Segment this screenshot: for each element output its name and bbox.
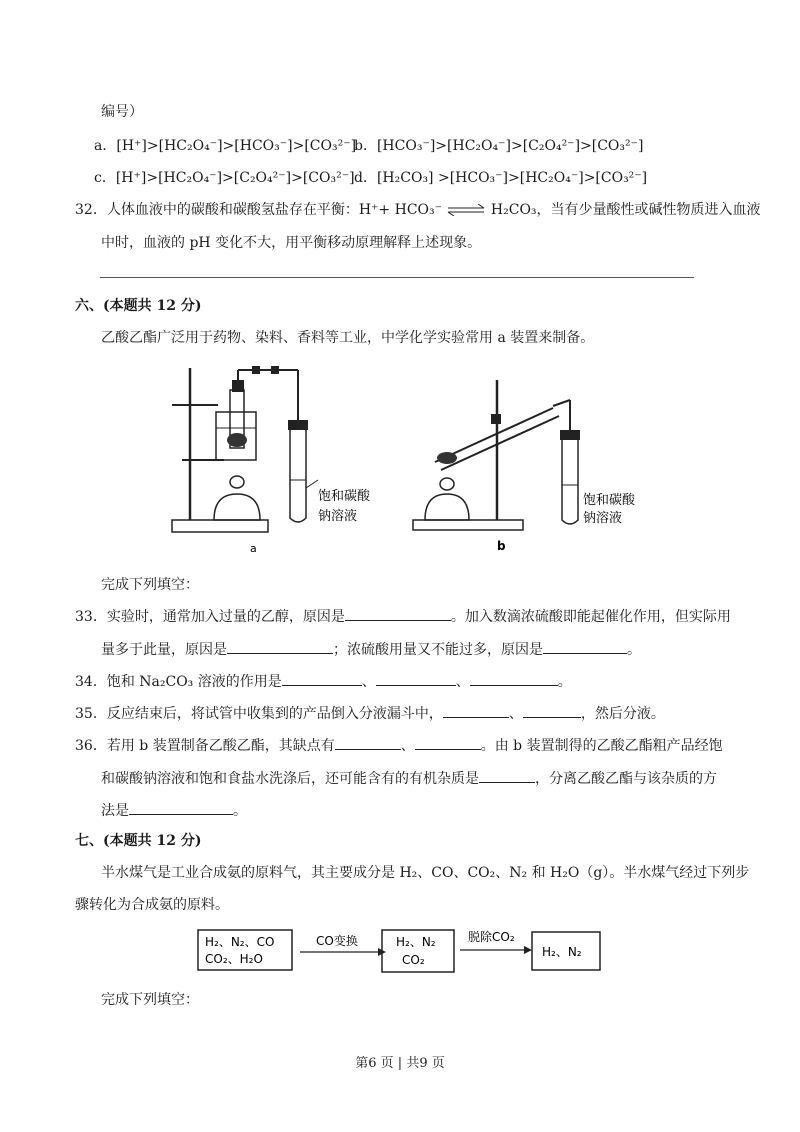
q35-end: ，然后分液。 (580, 706, 665, 722)
q32-text-a: 人体血液中的碳酸和碳酸氢盐存在平衡：H⁺+ HCO₃⁻ (106, 202, 443, 218)
separator: 、 (455, 674, 470, 690)
q36-text: 法是 (101, 803, 129, 819)
option-label: c． (94, 170, 116, 186)
q31-tail: 编号） (101, 104, 143, 120)
answer-blank[interactable] (227, 640, 333, 654)
question-number: 34． (75, 674, 107, 690)
answer-blank[interactable] (345, 607, 451, 621)
q31-option-a (94, 136, 356, 156)
apparatus-a-diagram (168, 360, 383, 556)
q33-text: 。 (627, 642, 641, 658)
apparatus-b-label: b (497, 539, 506, 553)
q33-text: 实验时，通常加入过量的乙醇，原因是 (106, 609, 345, 625)
q31-option-b (354, 136, 644, 156)
option-text: [H₂CO₃] >[HCO₃⁻]>[HC₂O₄⁻]>[CO₃²⁻] (376, 170, 648, 186)
q34-line (75, 672, 572, 692)
q31-option-c (94, 168, 355, 188)
answer-blank[interactable] (415, 736, 481, 750)
section7-fill-prompt: 完成下列填空： (101, 992, 199, 1008)
q36-text: ，分离乙酸乙酯与该杂质的方 (535, 771, 717, 787)
option-label: d． (354, 170, 377, 186)
answer-blank[interactable] (470, 672, 558, 686)
q32-text-b: H₂CO₃，当有少量酸性或碱性物质进入血液 (490, 202, 761, 218)
q32-line2: 中时，血液的 pH 变化不大，用平衡移动原理解释上述现象。 (101, 235, 482, 251)
q36-text: 。由 b 装置制得的乙酸乙酯粗产品经饱 (480, 738, 723, 754)
q36-line2 (101, 769, 717, 789)
q35-text: 反应结束后，将试管中收集到的产品倒入分液漏斗中， (106, 706, 443, 722)
question-number: 36． (75, 738, 107, 754)
q33-text: ；浓硫酸用量又不能过多，原因是 (333, 642, 543, 658)
separator: 、 (508, 706, 523, 722)
flow-box-1-line1: H₂、N₂、CO (205, 935, 275, 949)
apparatus-b-diagram (405, 370, 650, 556)
flow-box-1-line2: CO₂、H₂O (205, 952, 263, 966)
answer-blank[interactable] (543, 640, 627, 654)
apparatus-a-label: a (250, 542, 257, 555)
equilibrium-arrow-icon (446, 204, 486, 216)
solution-label-b-line2: 钠溶液 (583, 511, 623, 526)
q34-text: 饱和 Na₂CO₃ 溶液的作用是 (106, 674, 282, 690)
flow-arrow-2-label: 脱除CO₂ (468, 930, 515, 944)
q32-line1 (75, 200, 761, 220)
section7-intro-line2: 骤转化为合成氨的原料。 (75, 897, 229, 913)
option-text: [H⁺]>[HC₂O₄⁻]>[C₂O₄²⁻]>[CO₃²⁻] (115, 170, 355, 186)
option-label: a． (94, 138, 117, 154)
answer-blank[interactable] (443, 704, 509, 718)
flow-arrow-1-label: CO变换 (316, 934, 358, 948)
section7-intro-line1: 半水煤气是工业合成氨的原料气，其主要成分是 H₂、CO、CO₂、N₂ 和 H₂O（g）。半水煤气经过下列步 (101, 865, 750, 881)
q36-end: 。 (233, 803, 247, 819)
answer-blank[interactable] (523, 704, 581, 718)
question-number: 35． (75, 706, 107, 722)
answer-blank[interactable] (335, 736, 401, 750)
solution-label-a-line2: 钠溶液 (318, 509, 358, 524)
arrow-head-icon (524, 946, 532, 954)
q33-text: 量多于此量，原因是 (101, 642, 227, 658)
answer-blank[interactable] (479, 769, 535, 783)
answer-line[interactable] (100, 277, 694, 278)
flow-box-2-line1: H₂、N₂ (396, 935, 436, 949)
separator: 、 (361, 674, 376, 690)
process-flow-diagram (196, 926, 606, 976)
section6-fill-prompt: 完成下列填空： (101, 577, 199, 593)
q36-line1 (75, 736, 723, 756)
question-number: 32． (75, 202, 107, 218)
answer-blank[interactable] (376, 672, 456, 686)
section7-heading: 七、(本题共 12 分) (75, 833, 202, 849)
option-label: b． (354, 138, 377, 154)
q31-option-d (354, 168, 647, 188)
q34-end: 。 (557, 674, 572, 690)
separator: 、 (400, 738, 415, 754)
q33-text: 。加入数滴浓硫酸即能起催化作用，但实际用 (450, 609, 731, 625)
solution-label-b-line1: 饱和碳酸 (583, 493, 636, 508)
solution-label-a-line1: 饱和碳酸 (318, 489, 371, 504)
q36-line3 (101, 801, 247, 821)
option-text: [HCO₃⁻]>[HC₂O₄⁻]>[C₂O₄²⁻]>[CO₃²⁻] (376, 138, 644, 154)
q36-text: 和碳酸钠溶液和饱和食盐水洗涤后，还可能含有的有机杂质是 (101, 771, 479, 787)
option-text: [H⁺]>[HC₂O₄⁻]>[HCO₃⁻]>[CO₃²⁻] (116, 138, 357, 154)
section6-intro: 乙酸乙酯广泛用于药物、染料、香料等工业，中学化学实验常用 a 装置来制备。 (101, 330, 595, 346)
answer-blank[interactable] (282, 672, 362, 686)
flow-box-3-text: H₂、N₂ (542, 945, 582, 959)
q35-line (75, 704, 665, 724)
q33-line2 (101, 640, 641, 660)
section6-heading: 六、(本题共 12 分) (75, 298, 202, 314)
page-footer: 第6 页 | 共9 页 (355, 1056, 445, 1071)
q36-text: 若用 b 装置制备乙酸乙酯，其缺点有 (106, 738, 335, 754)
question-number: 33． (75, 609, 107, 625)
flow-box-2-line2: CO₂ (402, 953, 425, 967)
answer-blank[interactable] (129, 801, 233, 815)
q33-line1 (75, 607, 731, 627)
